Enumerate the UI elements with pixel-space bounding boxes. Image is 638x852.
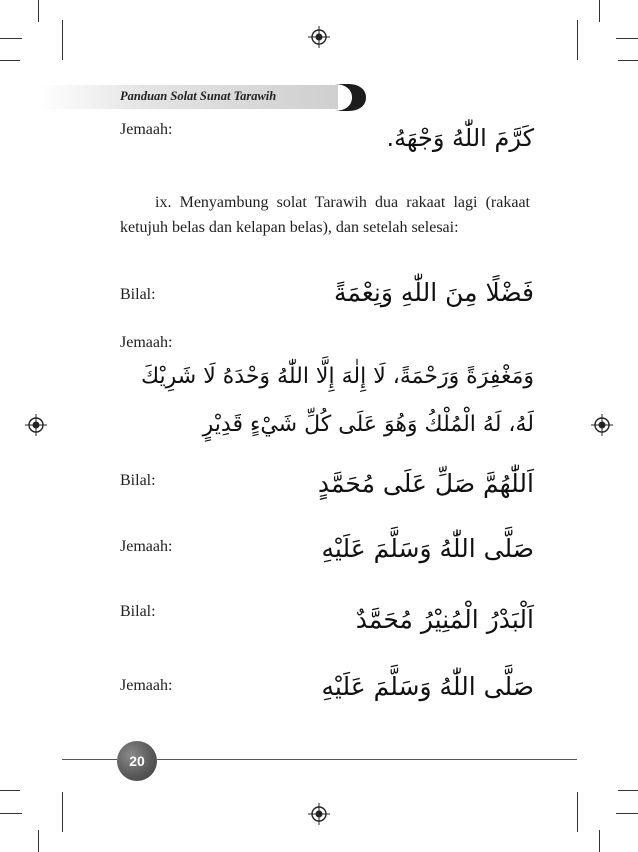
crop-mark bbox=[0, 790, 20, 791]
speaker-label-jemaah: Jemaah: bbox=[120, 677, 173, 694]
speaker-label-bilal: Bilal: bbox=[120, 286, 156, 303]
crop-mark bbox=[62, 20, 63, 60]
crop-mark bbox=[62, 792, 63, 832]
arabic-call: اَلْبَدْرُ الْمُنِيْرُ مُحَمَّدٌ bbox=[355, 605, 534, 634]
arabic-response: صَلَّى اللّٰهُ وَسَلَّمَ عَلَيْهِ bbox=[321, 534, 534, 563]
arabic-response-line: لَهُ، لَهُ الْمُلْكُ وَهُوَ عَلَى كُلِّ شَيْءٍ قَدِيْرٍ bbox=[202, 412, 534, 437]
crop-mark bbox=[599, 0, 600, 22]
arabic-call: فَضْلًا مِنَ اللّٰهِ وَنِعْمَةً bbox=[334, 278, 534, 307]
header-title: Panduan Solat Sunat Tarawih bbox=[120, 89, 277, 103]
speaker-label-bilal: Bilal: bbox=[120, 472, 156, 489]
crop-mark bbox=[0, 813, 22, 814]
registration-mark-icon bbox=[591, 414, 613, 436]
crop-mark bbox=[38, 0, 39, 22]
header-crescent-icon bbox=[328, 84, 366, 111]
arabic-response-line: وَمَغْفِرَةً وَرَحْمَةً، لَا إِلٰهَ إِلَّا اللّٰهُ وَحْدَهُ لَا شَرِيْكَ bbox=[140, 364, 534, 389]
speaker-label-jemaah: Jemaah: bbox=[120, 334, 173, 351]
crop-mark bbox=[616, 813, 638, 814]
registration-mark-icon bbox=[25, 414, 47, 436]
footer-rule bbox=[157, 759, 577, 760]
speaker-label-jemaah: Jemaah: bbox=[120, 538, 173, 555]
crop-mark bbox=[577, 20, 578, 60]
arabic-response: كَرَّمَ اللّٰهُ وَجْهَهُ. bbox=[386, 124, 534, 152]
registration-mark-icon bbox=[308, 803, 330, 825]
speaker-label-jemaah: Jemaah: bbox=[120, 121, 173, 138]
crop-mark bbox=[0, 38, 22, 39]
crop-mark bbox=[0, 60, 20, 61]
crop-mark bbox=[616, 38, 638, 39]
crop-mark bbox=[577, 792, 578, 832]
instruction-paragraph: ix. Menyambung solat Tarawih dua rakaat lagi (rakaat ketujuh belas dan kelapan belas), dan setelah selesai: bbox=[120, 194, 530, 236]
registration-mark-icon bbox=[308, 26, 330, 48]
arabic-call: اَللّٰهُمَّ صَلِّ عَلَى مُحَمَّدٍ bbox=[317, 469, 534, 498]
crop-mark bbox=[599, 830, 600, 852]
crop-mark bbox=[38, 830, 39, 852]
page-number-badge: 20 bbox=[117, 741, 157, 781]
crop-mark bbox=[618, 60, 638, 61]
speaker-label-bilal: Bilal: bbox=[120, 603, 156, 620]
arabic-response: صَلَّى اللّٰهُ وَسَلَّمَ عَلَيْهِ bbox=[321, 672, 534, 701]
crop-mark bbox=[618, 790, 638, 791]
footer-rule bbox=[62, 759, 117, 760]
